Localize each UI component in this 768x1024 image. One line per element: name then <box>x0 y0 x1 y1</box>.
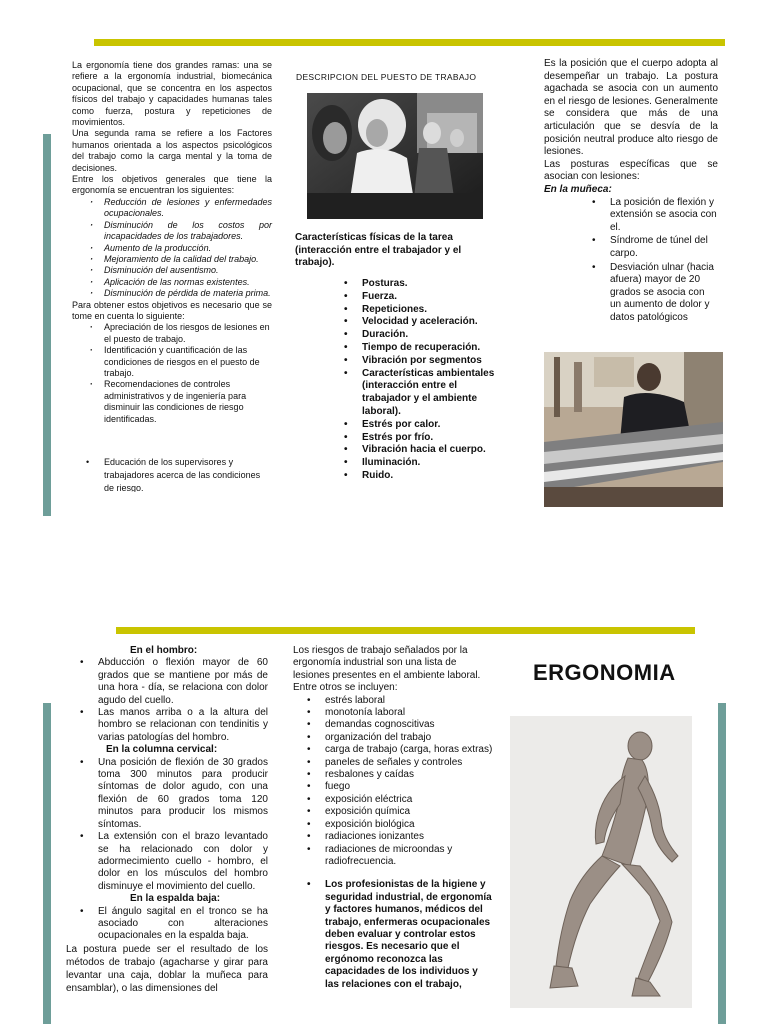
list-item: · Aumento de la producción. <box>72 243 272 254</box>
list-item: · Aplicación de las normas existentes. <box>72 277 272 288</box>
page2-column-1 <box>66 645 268 996</box>
posture-methods-paragraph: La postura puede ser el resultado de los métodos de trabajo (agacharse y girar para levantar una caja, doblar la muñeca para ensamblar), o las dimensiones del <box>66 943 268 995</box>
task-characteristics-list <box>330 278 495 483</box>
list-item: • Estrés por calor. <box>330 419 495 432</box>
list-item: · Reducción de lesiones y enfermedades ocupacionales. <box>72 197 272 220</box>
list-item: • El ángulo sagital en el tronco se ha asociado con alteraciones ocupacionales en la espalda baja. <box>66 906 268 943</box>
lower-back-heading: En la espalda baja: <box>130 893 221 905</box>
classroom-photo <box>307 93 483 219</box>
left-teal-rule-bottom <box>43 703 51 1024</box>
page1-column-3 <box>544 58 718 324</box>
list-item: • exposición química <box>293 806 493 818</box>
list-item: • estrés laboral <box>293 695 493 707</box>
list-item: · Identificación y cuantificación de las condiciones de riesgos en el puesto de trabajo. <box>72 345 272 379</box>
workshop-photo <box>544 352 723 507</box>
list-item: • paneles de señales y controles <box>293 757 493 769</box>
shoulder-heading: En el hombro: <box>130 645 198 656</box>
list-item: • radiaciones ionizantes <box>293 831 493 843</box>
specific-postures-intro: Las posturas específicas que se asocian con lesiones: <box>544 158 718 183</box>
list-item: · Disminución de los costos por incapacidades de los trabajadores. <box>72 220 272 243</box>
list-item: • Abducción o flexión mayor de 60 grados que se mantiene por más de una hora - día, se relaciona con dolor agudo del cuello. <box>66 657 268 707</box>
list-item: • exposición eléctrica <box>293 794 493 806</box>
list-item: • Características ambientales (interacción entre el trabajador y el ambiente laboral). <box>330 368 495 419</box>
wrist-heading: En la muñeca: <box>544 183 612 195</box>
list-item: • organización del trabajo <box>293 732 493 744</box>
left-teal-rule-top <box>43 134 51 516</box>
list-item: · Mejoramiento de la calidad del trabajo. <box>72 254 272 265</box>
brochure-title: ERGONOMIA <box>533 660 676 685</box>
list-item: • La extensión con el brazo levantado se ha relacionado con dolor y adormecimiento cuello - hombro, el dolor en los músculos del hombro disminuye el movimiento del cuello. <box>66 831 268 893</box>
list-item: • La posición de flexión y extensión se asocia con el. <box>578 197 718 235</box>
list-item: • Ruido. <box>330 470 495 483</box>
job-description-title: DESCRIPCION DEL PUESTO DE TRABAJO <box>296 72 477 82</box>
second-branch-paragraph: Una segunda rama se refiere a los Factores humanos orientada a los aspectos psicológicos del trabajo como la carga mental y la toma de decisiones. <box>72 128 272 173</box>
lower-back-list <box>66 906 268 943</box>
list-item: • radiaciones de microondas y radiofrecuencia. <box>293 844 493 869</box>
list-item: • Vibración hacia el cuerpo. <box>330 444 495 457</box>
requirements-intro: Para obtener estos objetivos es necesario que se tome en cuenta lo siguiente: <box>72 299 272 321</box>
list-item: • Posturas. <box>330 278 495 291</box>
professionals-list <box>293 879 493 991</box>
list-item: • fuego <box>293 781 493 793</box>
objectives-intro: Entre los objetivos generales que tiene la ergonomía se encuentran los siguientes: <box>72 174 272 196</box>
list-item: · Apreciación de los riesgos de lesiones en el puesto de trabajo. <box>72 322 272 345</box>
list-item: • Repeticiones. <box>330 304 495 317</box>
list-item: · Recomendaciones de controles administrativos y de ingeniería para disminuir las condiciones de riesgo identificadas. <box>72 379 272 425</box>
list-item: • Duración. <box>330 329 495 342</box>
list-item: • Desviación ulnar (hacia afuera) mayor de 20 grados se asocia con un aumento de dolor y datos patológicos <box>578 262 718 325</box>
list-item: • Iluminación. <box>330 457 495 470</box>
list-item: • Fuerza. <box>330 291 495 304</box>
list-item: · Disminución del ausentismo. <box>72 265 272 276</box>
risks-list <box>293 695 493 869</box>
list-item: · Disminución de pérdida de materia prima. <box>72 288 272 299</box>
list-item: • demandas cognoscitivas <box>293 719 493 731</box>
page1-column-1 <box>72 60 272 425</box>
list-item: • Estrés por frío. <box>330 432 495 445</box>
intro-paragraph: La ergonomía tiene dos grandes ramas: una se refiere a la ergonomía industrial, biomecánica ocupacional, que se concentra en los aspectos físicos del trabajo y capacidades humanas tales como fuerza, postura y repeticiones de movimientos. <box>72 60 272 128</box>
list-item: • resbalones y caídas <box>293 769 493 781</box>
list-item: • carga de trabajo (carga, horas extras) <box>293 744 493 756</box>
list-item: • Las manos arriba o a la altura del hombro se relacionan con tendinitis y varias patologías del hombro. <box>66 707 268 744</box>
requirements-list <box>72 322 272 425</box>
list-item: • Educación de los supervisores y trabajadores acerca de las condiciones de riesgo. <box>72 456 272 492</box>
wrist-list <box>544 197 718 325</box>
list-item: • Vibración por segmentos <box>330 355 495 368</box>
right-teal-rule-bottom <box>718 703 726 1024</box>
list-item: • Síndrome de túnel del carpo. <box>578 235 718 260</box>
page2-column-2 <box>293 645 493 991</box>
list-item: • Tiempo de recuperación. <box>330 342 495 355</box>
objectives-list <box>72 197 272 300</box>
task-characteristics-subtitle: Características físicas de la tarea (interacción entre el trabajador y el trabajo). <box>295 232 462 268</box>
anatomy-figure <box>510 716 692 1008</box>
cervical-heading: En la columna cervical: <box>106 744 218 756</box>
list-item: • Los profesionistas de la higiene y seguridad industrial, de ergonomía y factores humanos, médicos del trabajo, enfermeras ocupacionales deben evaluar y controlar estos riesgos. Es necesario que el ergónomo reconozca las capacidades de los individuos y las relaciones con el trabajo, <box>293 879 493 991</box>
middle-yellow-rule <box>116 627 695 634</box>
list-item: • Una posición de flexión de 30 grados toma 300 minutos para producir síntomas de dolor agudo, con una flexión de 60 grados toma 120 minutos para producir los mismos síntomas. <box>66 757 268 831</box>
education-item-clipped <box>72 456 272 492</box>
list-item: • Velocidad y aceleración. <box>330 316 495 329</box>
list-item: • exposición biológica <box>293 819 493 831</box>
risks-intro: Los riesgos de trabajo señalados por la ergonomía industrial son una lista de lesiones presentes en el ambiente laboral. Entre otros se incluyen: <box>293 645 481 694</box>
cervical-list <box>66 757 268 893</box>
posture-definition: Es la posición que el cuerpo adopta al desempeñar un trabajo. La postura agachada se asocia con un aumento en el riesgo de lesiones. Generalmente se considera que más de una articulación que se desvía de la posición neutral produce alto riesgo de lesiones. <box>544 58 718 158</box>
shoulder-list <box>66 657 268 744</box>
list-item: • monotonía laboral <box>293 707 493 719</box>
top-yellow-rule <box>94 39 725 46</box>
